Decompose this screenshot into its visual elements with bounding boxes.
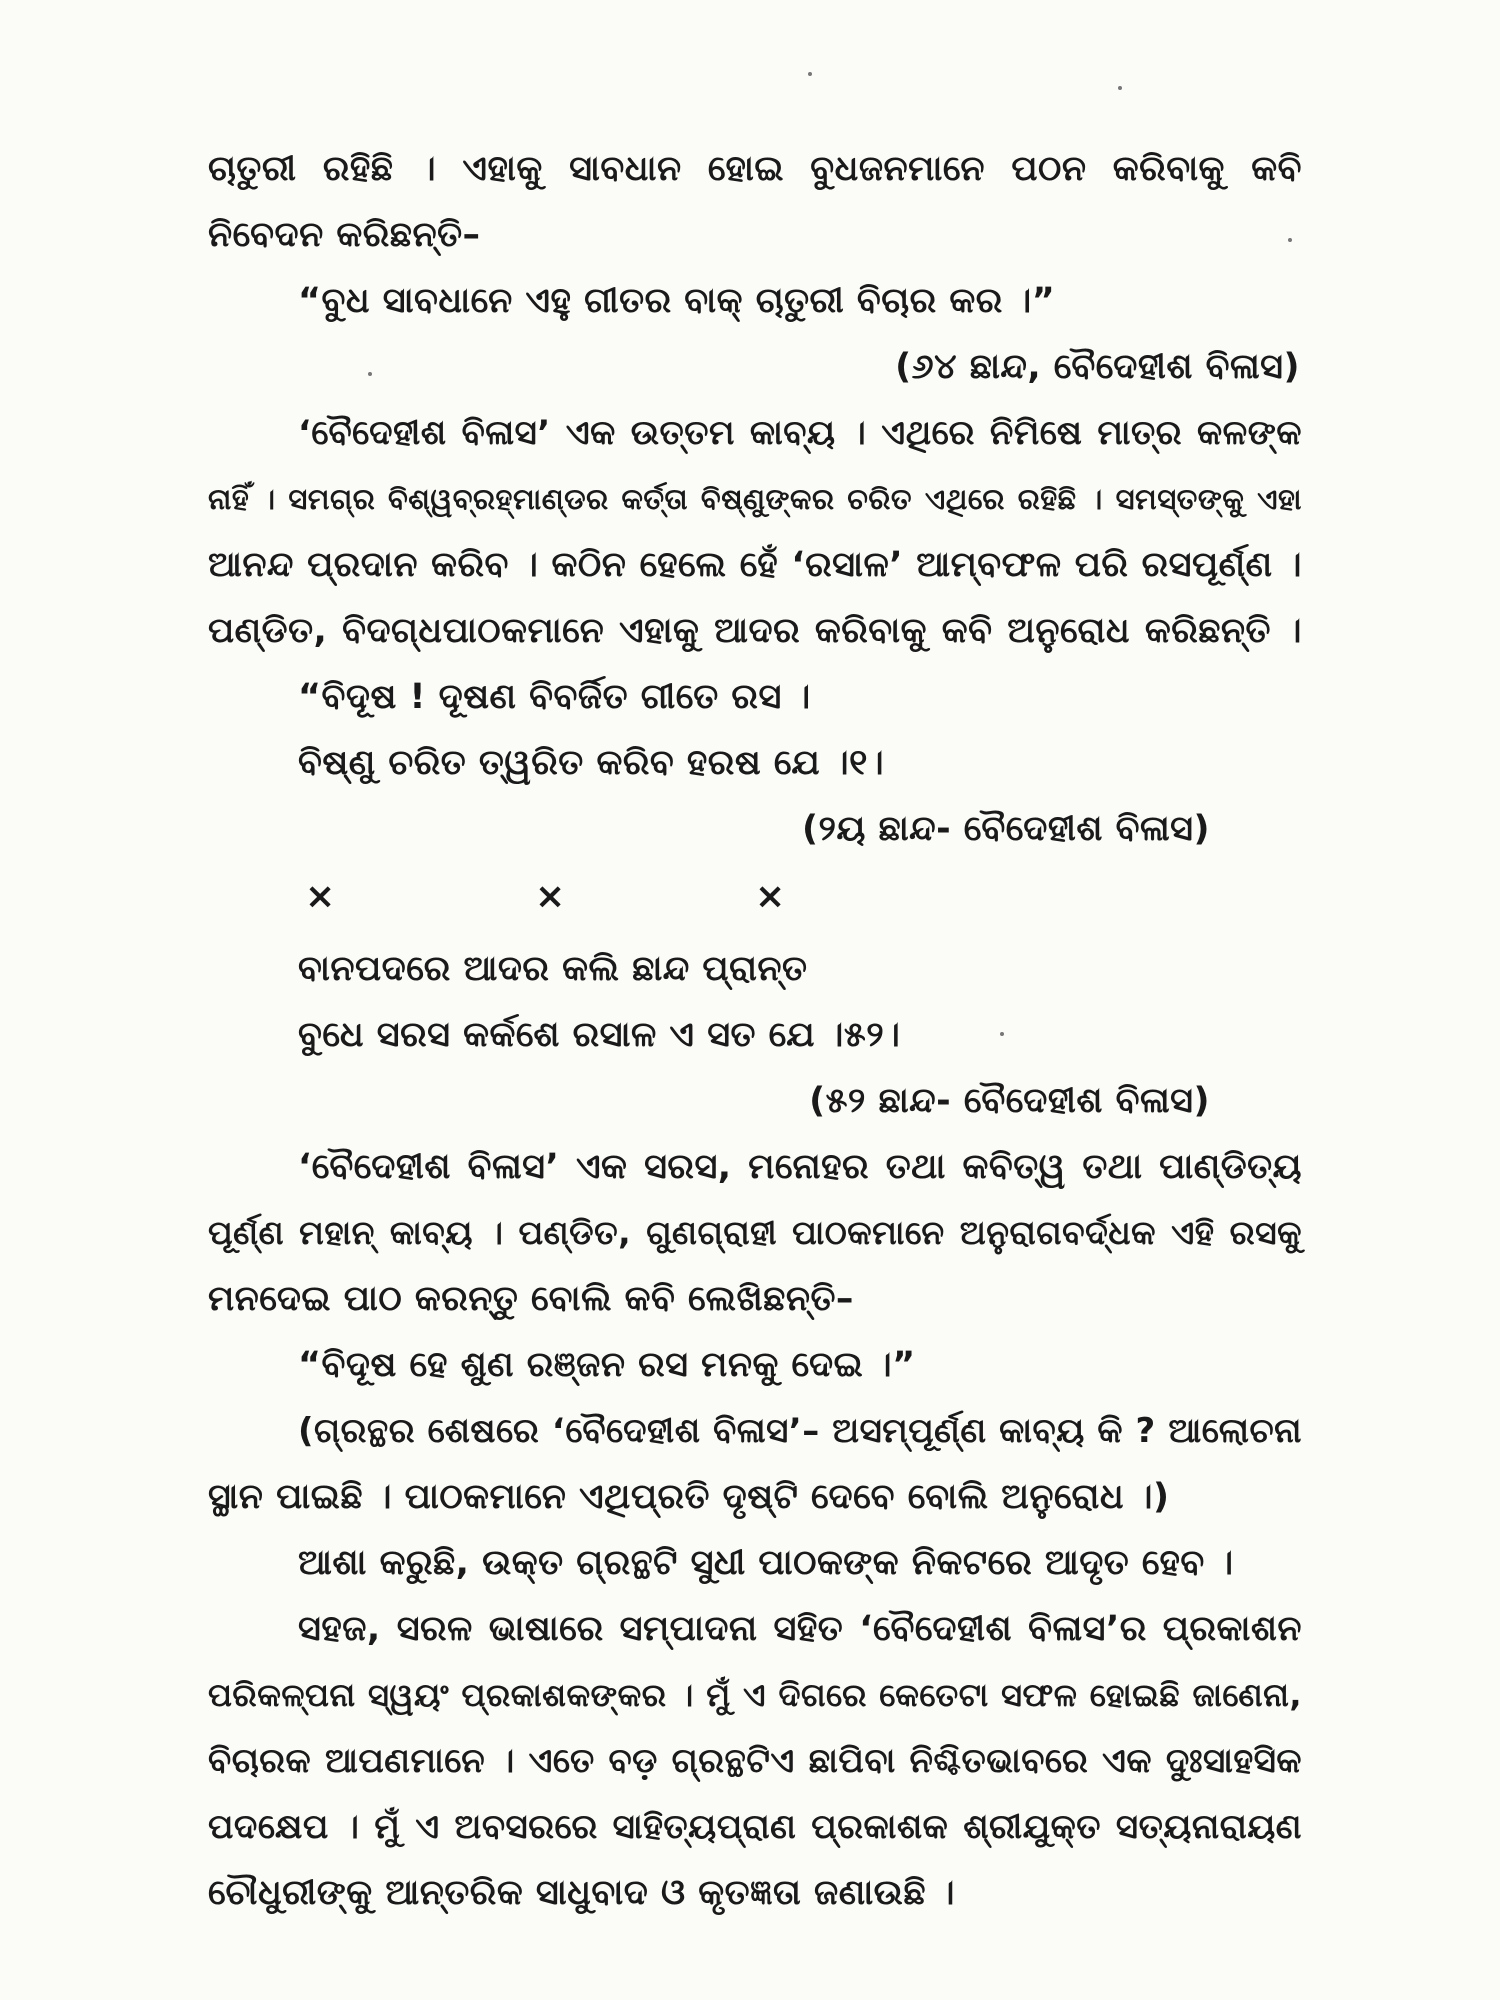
quote-citation: (୨ୟ ଛାନ୍ଦ- ବୈଦେହୀଶ ବିଳାସ) [802,809,1210,849]
paragraph-line: (ଗ୍ରନ୍ଥର ଶେଷରେ ‘ବୈଦେହୀଶ ବିଳାସ’– ଅସମ୍ପୂର୍ଣ୍ଣ କାବ୍ୟ କି ? ଆଲୋଚନା [298,1411,1302,1451]
paragraph-line: ‘ବୈଦେହୀଶ ବିଳାସ’ ଏକ ଉତ୍ତମ କାବ୍ୟ । ଏଥିରେ ନିମିଷେ ମାତ୍ର କଳଙ୍କ [298,413,1302,453]
quote-line: ବାନପଦରେ ଆଦର କଲି ଛାନ୍ଦ ପ୍ରାନ୍ତ [298,949,808,989]
quote-citation: (୬୪ ଛାନ୍ଦ, ବୈଦେହୀଶ ବିଳାସ) [895,347,1300,387]
scan-speck [808,72,812,76]
paragraph-line: ‘ବୈଦେହୀଶ ବିଳାସ’ ଏକ ସରସ, ମନୋହର ତଥା କବିତ୍ୱ ତଥା ପାଣ୍ଡିତ୍ୟ [298,1147,1302,1187]
scan-speck [1000,1032,1004,1036]
section-separator-mark: × [755,876,786,917]
section-separator-mark: × [305,876,336,917]
scan-speck [1288,238,1292,242]
paragraph-line: ପଣ୍ଡିତ, ବିଦଗ୍ଧପାଠକମାନେ ଏହାକୁ ଆଦର କରିବାକୁ କବି ଅନୁରୋଧ କରିଛନ୍ତି । [208,611,1302,651]
paragraph-line: ଆଶା କରୁଛି, ଉକ୍ତ ଗ୍ରନ୍ଥଟି ସୁଧୀ ପାଠକଙ୍କ ନିକଟରେ ଆଦୃତ ହେବ । [298,1543,1234,1583]
quote-line: ବୁଧେ ସରସ କର୍କଶେ ରସାଳ ଏ ସତ ଯେ ।୫୨। [298,1015,901,1055]
paragraph-line: ନିବେଦନ କରିଛନ୍ତି– [208,215,481,255]
paragraph-line: ମନଦେଇ ପାଠ କରନ୍ତୁ ବୋଲି କବି ଲେଖିଛନ୍ତି– [208,1279,854,1319]
paragraph-line: ଆନନ୍ଦ ପ୍ରଦାନ କରିବ । କଠିନ ହେଲେ ହେଁ ‘ରସାଳ’ ଆମ୍ବଫଳ ପରି ରସପୂର୍ଣ୍ଣ । [208,545,1302,585]
paragraph-line: ବିଚାରକ ଆପଣମାନେ । ଏତେ ବଡ଼ ଗ୍ରନ୍ଥଟିଏ ଛାପିବା ନିଶ୍ଚିତଭାବରେ ଏକ ଦୁଃସାହସିକ [208,1741,1302,1781]
paragraph-line: ନାହିଁ । ସମଗ୍ର ବିଶ୍ୱବ୍ରହ୍ମାଣ୍ଡର କର୍ତ୍ତା ବିଷ୍ଣୁଙ୍କର ଚରିତ ଏଥିରେ ରହିଛି । ସମସ୍ତଙ୍କୁ ଏହା [208,482,1302,516]
quote-line: “ବୁଧ ସାବଧାନେ ଏହୁ ଗୀତର ବାକ୍ ଚାତୁରୀ ବିଚାର କର ।” [298,281,1056,321]
paragraph-line: ଚୌଧୁରୀଙ୍କୁ ଆନ୍ତରିକ ସାଧୁବାଦ ଓ କୃତଜ୍ଞତା ଜଣାଉଛି । [208,1873,955,1913]
quote-line: “ବିଦୂଷ ! ଦୂଷଣ ବିବର୍ଜିତ ଗୀତେ ରସ । [298,677,811,717]
section-separator-mark: × [535,876,566,917]
quote-line: ବିଷ୍ଣୁ ଚରିତ ତ୍ୱରିତ କରିବ ହରଷ ଯେ ।୧। [298,743,885,783]
paragraph-line: ପଦକ୍ଷେପ । ମୁଁ ଏ ଅବସରରେ ସାହିତ୍ୟପ୍ରାଣ ପ୍ରକାଶକ ଶ୍ରୀଯୁକ୍ତ ସତ୍ୟନାରାୟଣ [208,1807,1302,1847]
quote-citation: (୫୨ ଛାନ୍ଦ- ବୈଦେହୀଶ ବିଳାସ) [809,1081,1210,1121]
paragraph-line: ଚାତୁରୀ ରହିଛି । ଏହାକୁ ସାବଧାନ ହୋଇ ବୁଧଜନମାନେ ପଠନ କରିବାକୁ କବି [208,149,1302,189]
paragraph-line: ପୂର୍ଣ୍ଣ ମହାନ୍ କାବ୍ୟ । ପଣ୍ଡିତ, ଗୁଣଗ୍ରାହୀ ପାଠକମାନେ ଅନୁରାଗବର୍ଦ୍ଧକ ଏହି ରସକୁ [208,1213,1302,1252]
quote-line: “ବିଦୂଷ ହେ ଶୁଣ ରଞ୍ଜନ ରସ ମନକୁ ଦେଇ ।” [298,1345,916,1385]
paragraph-line: ସ୍ଥାନ ପାଇଛି । ପାଠକମାନେ ଏଥିପ୍ରତି ଦୃଷ୍ଟି ଦେବେ ବୋଲି ଅନୁରୋଧ ।) [208,1477,1170,1517]
scan-speck [1118,86,1122,90]
paragraph-line: ସହଜ, ସରଳ ଭାଷାରେ ସମ୍ପାଦନା ସହିତ ‘ବୈଦେହୀଶ ବିଳାସ’ର ପ୍ରକାଶନ [298,1609,1302,1649]
paragraph-line: ପରିକଳ୍ପନା ସ୍ୱୟଂ ପ୍ରକାଶକଙ୍କର । ମୁଁ ଏ ଦିଗରେ କେତେଟା ସଫଳ ହୋଇଛି ଜାଣେନା, [208,1676,1302,1714]
scan-speck [368,372,372,376]
